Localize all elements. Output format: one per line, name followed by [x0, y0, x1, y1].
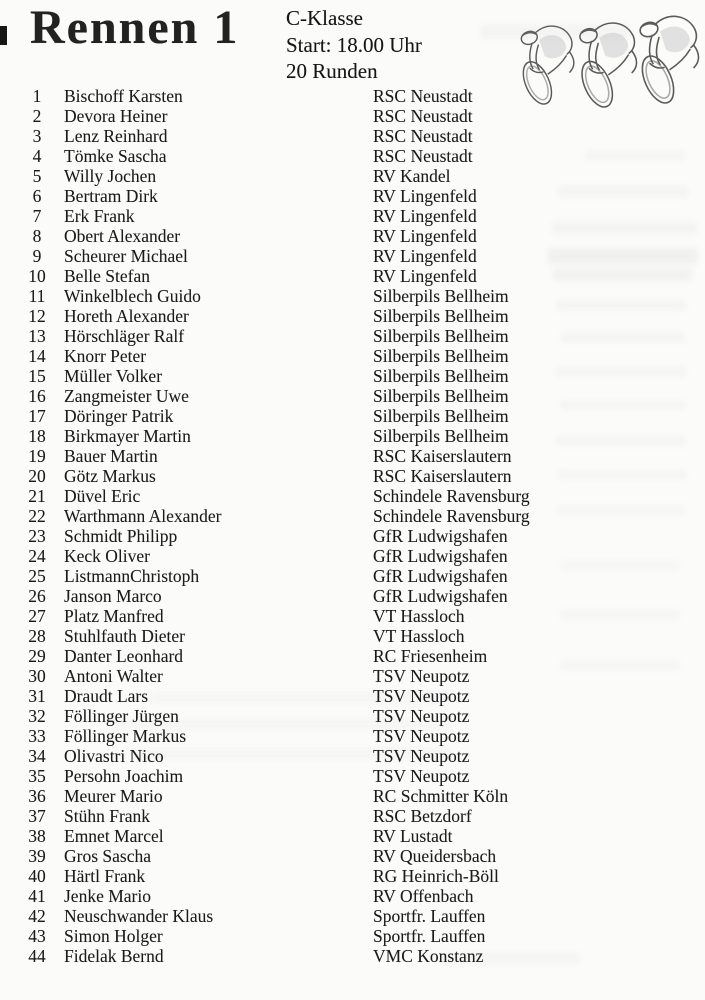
rider-club: RC Friesenheim	[373, 646, 488, 666]
rider-club: RV Lustadt	[373, 826, 453, 846]
race-class: C-Klasse	[286, 6, 363, 30]
rider-number: 34	[28, 746, 46, 766]
rider-club: Silberpils Bellheim	[373, 426, 509, 446]
rider-number: 29	[28, 646, 46, 666]
rider-club: RSC Kaiserslautern	[373, 466, 512, 486]
rider-number: 18	[28, 426, 46, 446]
rider-club: Silberpils Bellheim	[373, 306, 509, 326]
rider-name: ListmannChristoph	[64, 566, 200, 586]
rider-name: Bertram Dirk	[64, 186, 158, 206]
rider-name: Bischoff Karsten	[64, 86, 183, 106]
rider-row	[0, 846, 705, 866]
rider-name: Härtl Frank	[64, 866, 146, 886]
rider-number: 26	[28, 586, 46, 606]
rider-club: TSV Neupotz	[373, 746, 470, 766]
rider-row	[0, 106, 705, 126]
rider-number: 15	[28, 366, 46, 386]
rider-number: 6	[32, 186, 42, 206]
rider-row	[0, 706, 705, 726]
rider-row	[0, 226, 705, 246]
rider-club: GfR Ludwigshafen	[373, 586, 508, 606]
rider-number: 8	[32, 226, 42, 246]
rider-club: RSC Neustadt	[373, 126, 473, 146]
rider-row	[0, 306, 705, 326]
rider-club: VMC Konstanz	[373, 946, 484, 966]
rider-row	[0, 86, 705, 106]
rider-name: Müller Volker	[64, 366, 163, 386]
rider-club: RC Schmitter Köln	[373, 786, 509, 806]
rider-number: 10	[28, 266, 46, 286]
rider-club: RV Lingenfeld	[373, 246, 477, 266]
rider-row	[0, 646, 705, 666]
rider-club: TSV Neupotz	[373, 706, 470, 726]
rider-number: 42	[28, 906, 46, 926]
rider-name: Hörschläger Ralf	[64, 326, 185, 346]
rider-name: Danter Leonhard	[64, 646, 184, 666]
rider-club: Schindele Ravensburg	[373, 486, 530, 506]
rider-name: Warthmann Alexander	[64, 506, 222, 526]
rider-number: 22	[28, 506, 46, 526]
rider-club: GfR Ludwigshafen	[373, 566, 508, 586]
rider-name: Erk Frank	[64, 206, 135, 226]
rider-row	[0, 186, 705, 206]
rider-name: Fidelak Bernd	[64, 946, 164, 966]
rider-number: 36	[28, 786, 46, 806]
rider-name: Janson Marco	[64, 586, 162, 606]
rider-club: RV Lingenfeld	[373, 266, 477, 286]
rider-club: TSV Neupotz	[373, 766, 470, 786]
rider-club: TSV Neupotz	[373, 686, 470, 706]
rider-number: 44	[28, 946, 46, 966]
race-start-time: Start: 18.00 Uhr	[286, 32, 422, 57]
race-info	[286, 5, 422, 85]
rider-number: 19	[28, 446, 46, 466]
rider-name: Devora Heiner	[64, 106, 168, 126]
rider-club: RV Lingenfeld	[373, 206, 477, 226]
rider-name: Willy Jochen	[64, 166, 157, 186]
rider-number: 4	[32, 146, 42, 166]
rider-number: 9	[32, 246, 42, 266]
rider-number: 20	[28, 466, 46, 486]
rider-row	[0, 726, 705, 746]
rider-row	[0, 946, 705, 966]
rider-club: RV Queidersbach	[373, 846, 497, 866]
rider-name: Horeth Alexander	[64, 306, 189, 326]
rider-row	[0, 566, 705, 586]
rider-name: Winkelblech Guido	[64, 286, 201, 306]
rider-club: RSC Kaiserslautern	[373, 446, 512, 466]
rider-row	[0, 746, 705, 766]
rider-club: TSV Neupotz	[373, 726, 470, 746]
rider-row	[0, 826, 705, 846]
rider-number: 40	[28, 866, 46, 886]
rider-club: RSC Neustadt	[373, 106, 473, 126]
rider-name: Tömke Sascha	[64, 146, 167, 166]
rider-row	[0, 486, 705, 506]
rider-number: 35	[28, 766, 46, 786]
rider-name: Föllinger Jürgen	[64, 706, 179, 726]
rider-club: RSC Betzdorf	[373, 806, 472, 826]
rider-club: RSC Neustadt	[373, 86, 473, 106]
rider-row	[0, 586, 705, 606]
rider-name: Lenz Reinhard	[64, 126, 168, 146]
rider-number: 28	[28, 626, 46, 646]
rider-name: Stühn Frank	[64, 806, 151, 826]
rider-club: RV Lingenfeld	[373, 226, 477, 246]
rider-club: Sportfr. Lauffen	[373, 926, 486, 946]
rider-number: 12	[28, 306, 46, 326]
rider-name: Birkmayer Martin	[64, 426, 191, 446]
rider-number: 2	[32, 106, 42, 126]
rider-name: Bauer Martin	[64, 446, 158, 466]
rider-club: TSV Neupotz	[373, 666, 470, 686]
race-laps: 20 Runden	[286, 59, 378, 83]
rider-club: Sportfr. Lauffen	[373, 906, 486, 926]
rider-row	[0, 286, 705, 306]
rider-club: VT Hassloch	[373, 606, 465, 626]
rider-number: 21	[28, 486, 46, 506]
rider-row	[0, 606, 705, 626]
rider-club: GfR Ludwigshafen	[373, 526, 508, 546]
rider-name: Meurer Mario	[64, 786, 163, 806]
rider-row	[0, 206, 705, 226]
rider-row	[0, 426, 705, 446]
rider-club: Schindele Ravensburg	[373, 506, 530, 526]
rider-number: 25	[28, 566, 46, 586]
rider-number: 14	[28, 346, 46, 366]
rider-name: Scheurer Michael	[64, 246, 188, 266]
rider-number: 23	[28, 526, 46, 546]
rider-name: Stuhlfauth Dieter	[64, 626, 186, 646]
rider-name: Keck Oliver	[64, 546, 151, 566]
rider-row	[0, 686, 705, 706]
rider-row	[0, 406, 705, 426]
rider-number: 5	[32, 166, 42, 186]
rider-row	[0, 866, 705, 886]
rider-name: Simon Holger	[64, 926, 163, 946]
rider-name: Antoni Walter	[64, 666, 163, 686]
rider-number: 7	[32, 206, 42, 226]
rider-name: Föllinger Markus	[64, 726, 187, 746]
rider-number: 17	[28, 406, 46, 426]
rider-number: 30	[28, 666, 46, 686]
page-title: Rennen 1	[30, 1, 240, 54]
rider-name: Emnet Marcel	[64, 826, 164, 846]
rider-number: 41	[28, 886, 46, 906]
rider-name: Jenke Mario	[64, 886, 151, 906]
rider-number: 16	[28, 386, 46, 406]
start-list	[0, 86, 705, 966]
rider-name: Olivastri Nico	[64, 746, 164, 766]
rider-row	[0, 446, 705, 466]
rider-number: 31	[28, 686, 46, 706]
rider-name: Gros Sascha	[64, 846, 151, 866]
rider-name: Döringer Patrik	[64, 406, 174, 426]
rider-row	[0, 926, 705, 946]
rider-club: RG Heinrich-Böll	[373, 866, 499, 886]
rider-name: Schmidt Philipp	[64, 526, 178, 546]
rider-name: Düvel Eric	[64, 486, 141, 506]
scan-edge-artifact	[0, 26, 7, 45]
rider-number: 11	[28, 286, 46, 306]
rider-row	[0, 886, 705, 906]
rider-number: 39	[28, 846, 46, 866]
rider-row	[0, 266, 705, 286]
rider-number: 27	[28, 606, 46, 626]
rider-club: Silberpils Bellheim	[373, 366, 509, 386]
rider-row	[0, 766, 705, 786]
rider-row	[0, 786, 705, 806]
rider-row	[0, 466, 705, 486]
rider-club: Silberpils Bellheim	[373, 406, 509, 426]
rider-name: Neuschwander Klaus	[64, 906, 214, 926]
rider-row	[0, 146, 705, 166]
rider-club: Silberpils Bellheim	[373, 386, 509, 406]
rider-club: RSC Neustadt	[373, 146, 473, 166]
rider-number: 1	[32, 86, 42, 106]
rider-name: Obert Alexander	[64, 226, 181, 246]
rider-club: GfR Ludwigshafen	[373, 546, 508, 566]
rider-number: 43	[28, 926, 46, 946]
rider-row	[0, 386, 705, 406]
rider-name: Platz Manfred	[64, 606, 164, 626]
rider-name: Zangmeister Uwe	[64, 386, 189, 406]
rider-row	[0, 166, 705, 186]
rider-name: Knorr Peter	[64, 346, 147, 366]
rider-row	[0, 326, 705, 346]
rider-number: 37	[28, 806, 46, 826]
rider-club: Silberpils Bellheim	[373, 346, 509, 366]
rider-row	[0, 626, 705, 646]
rider-row	[0, 546, 705, 566]
rider-number: 38	[28, 826, 46, 846]
rider-row	[0, 906, 705, 926]
rider-club: RV Offenbach	[373, 886, 474, 906]
rider-club: RV Kandel	[373, 166, 451, 186]
rider-number: 3	[32, 126, 42, 146]
rider-number: 33	[28, 726, 46, 746]
rider-name: Götz Markus	[64, 466, 156, 486]
rider-row	[0, 246, 705, 266]
rider-number: 24	[28, 546, 46, 566]
rider-number: 32	[28, 706, 46, 726]
rider-name: Persohn Joachim	[64, 766, 184, 786]
rider-row	[0, 526, 705, 546]
rider-row	[0, 666, 705, 686]
rider-row	[0, 346, 705, 366]
rider-name: Draudt Lars	[64, 686, 149, 706]
bleed-through-artifact	[480, 24, 630, 39]
rider-row	[0, 126, 705, 146]
rider-club: VT Hassloch	[373, 626, 465, 646]
rider-club: RV Lingenfeld	[373, 186, 477, 206]
rider-club: Silberpils Bellheim	[373, 326, 509, 346]
rider-club: Silberpils Bellheim	[373, 286, 509, 306]
rider-number: 13	[28, 326, 46, 346]
rider-name: Belle Stefan	[64, 266, 151, 286]
rider-row	[0, 366, 705, 386]
rider-row	[0, 806, 705, 826]
rider-row	[0, 506, 705, 526]
